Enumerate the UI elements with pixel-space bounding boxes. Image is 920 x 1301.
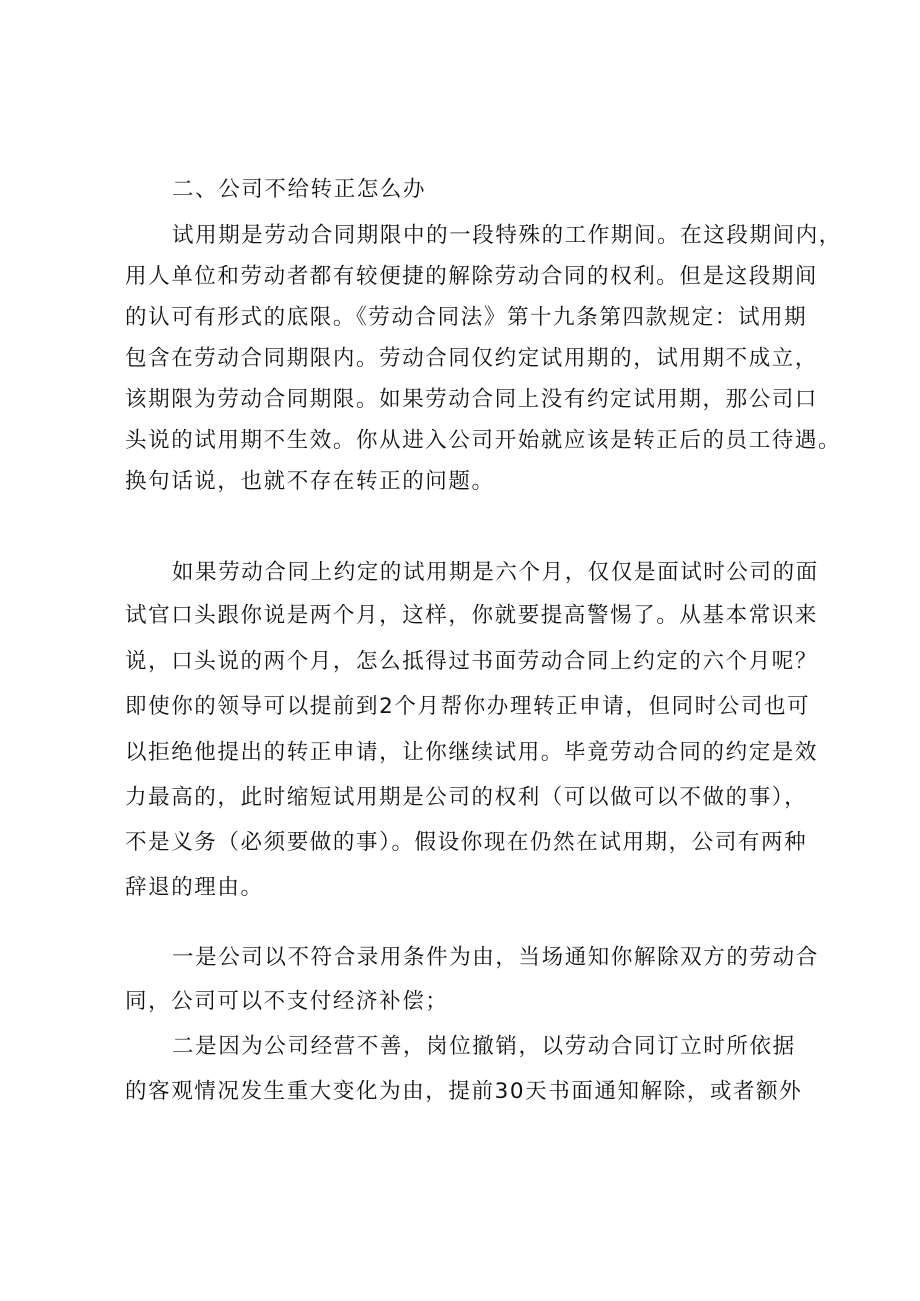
paragraph-line: 的客观情况发生重大变化为由，提前30天书面通知解除，或者额外: [125, 1079, 803, 1104]
paragraph-line: 辞退的理由。: [125, 875, 264, 900]
paragraph-line: 换句话说，也就不存在转正的问题。: [125, 469, 495, 494]
section-heading: 二、公司不给转正怎么办: [172, 177, 427, 202]
paragraph-line: 头说的试用期不生效。你从进入公司开始就应该是转正后的员工待遇。: [125, 428, 842, 453]
paragraph-line: 的认可有形式的底限。《劳动合同法》第十九条第四款规定：试用期: [125, 305, 808, 330]
paragraph-line: 试官口头跟你说是两个月，这样，你就要提高警惕了。从基本常识来: [125, 603, 819, 628]
paragraph-line: 不是义务（必须要做的事）。假设你现在仍然在试用期，公司有两种: [125, 830, 808, 855]
paragraph-line: 一是公司以不符合录用条件为由，当场通知你解除双方的劳动合: [172, 945, 819, 970]
paragraph-line: 同，公司可以不支付经济补偿；: [125, 989, 449, 1014]
paragraph-line: 二是因为公司经营不善，岗位撤销，以劳动合同订立时所依据: [172, 1034, 796, 1059]
paragraph-line: 以拒绝他提出的转正申请，让你继续试用。毕竟劳动合同的约定是效: [125, 740, 819, 765]
paragraph-line: 用人单位和劳动者都有较便捷的解除劳动合同的权利。但是这段期间: [125, 264, 819, 289]
paragraph-line: 试用期是劳动合同期限中的一段特殊的工作期间。在这段期间内，: [172, 223, 842, 248]
paragraph-line: 说，口头说的两个月，怎么抵得过书面劳动合同上约定的六个月呢？: [125, 649, 819, 674]
paragraph-line: 该期限为劳动合同期限。如果劳动合同上没有约定试用期，那公司口: [125, 387, 819, 412]
paragraph-line: 即使你的领导可以提前到2个月帮你办理转正申请，但同时公司也可: [125, 694, 811, 719]
paragraph-line: 包含在劳动合同期限内。劳动合同仅约定试用期的，试用期不成立，: [125, 346, 819, 371]
paragraph-line: 如果劳动合同上约定的试用期是六个月，仅仅是面试时公司的面: [172, 560, 819, 585]
paragraph-line: 力最高的，此时缩短试用期是公司的权利（可以做可以不做的事），: [125, 785, 808, 810]
